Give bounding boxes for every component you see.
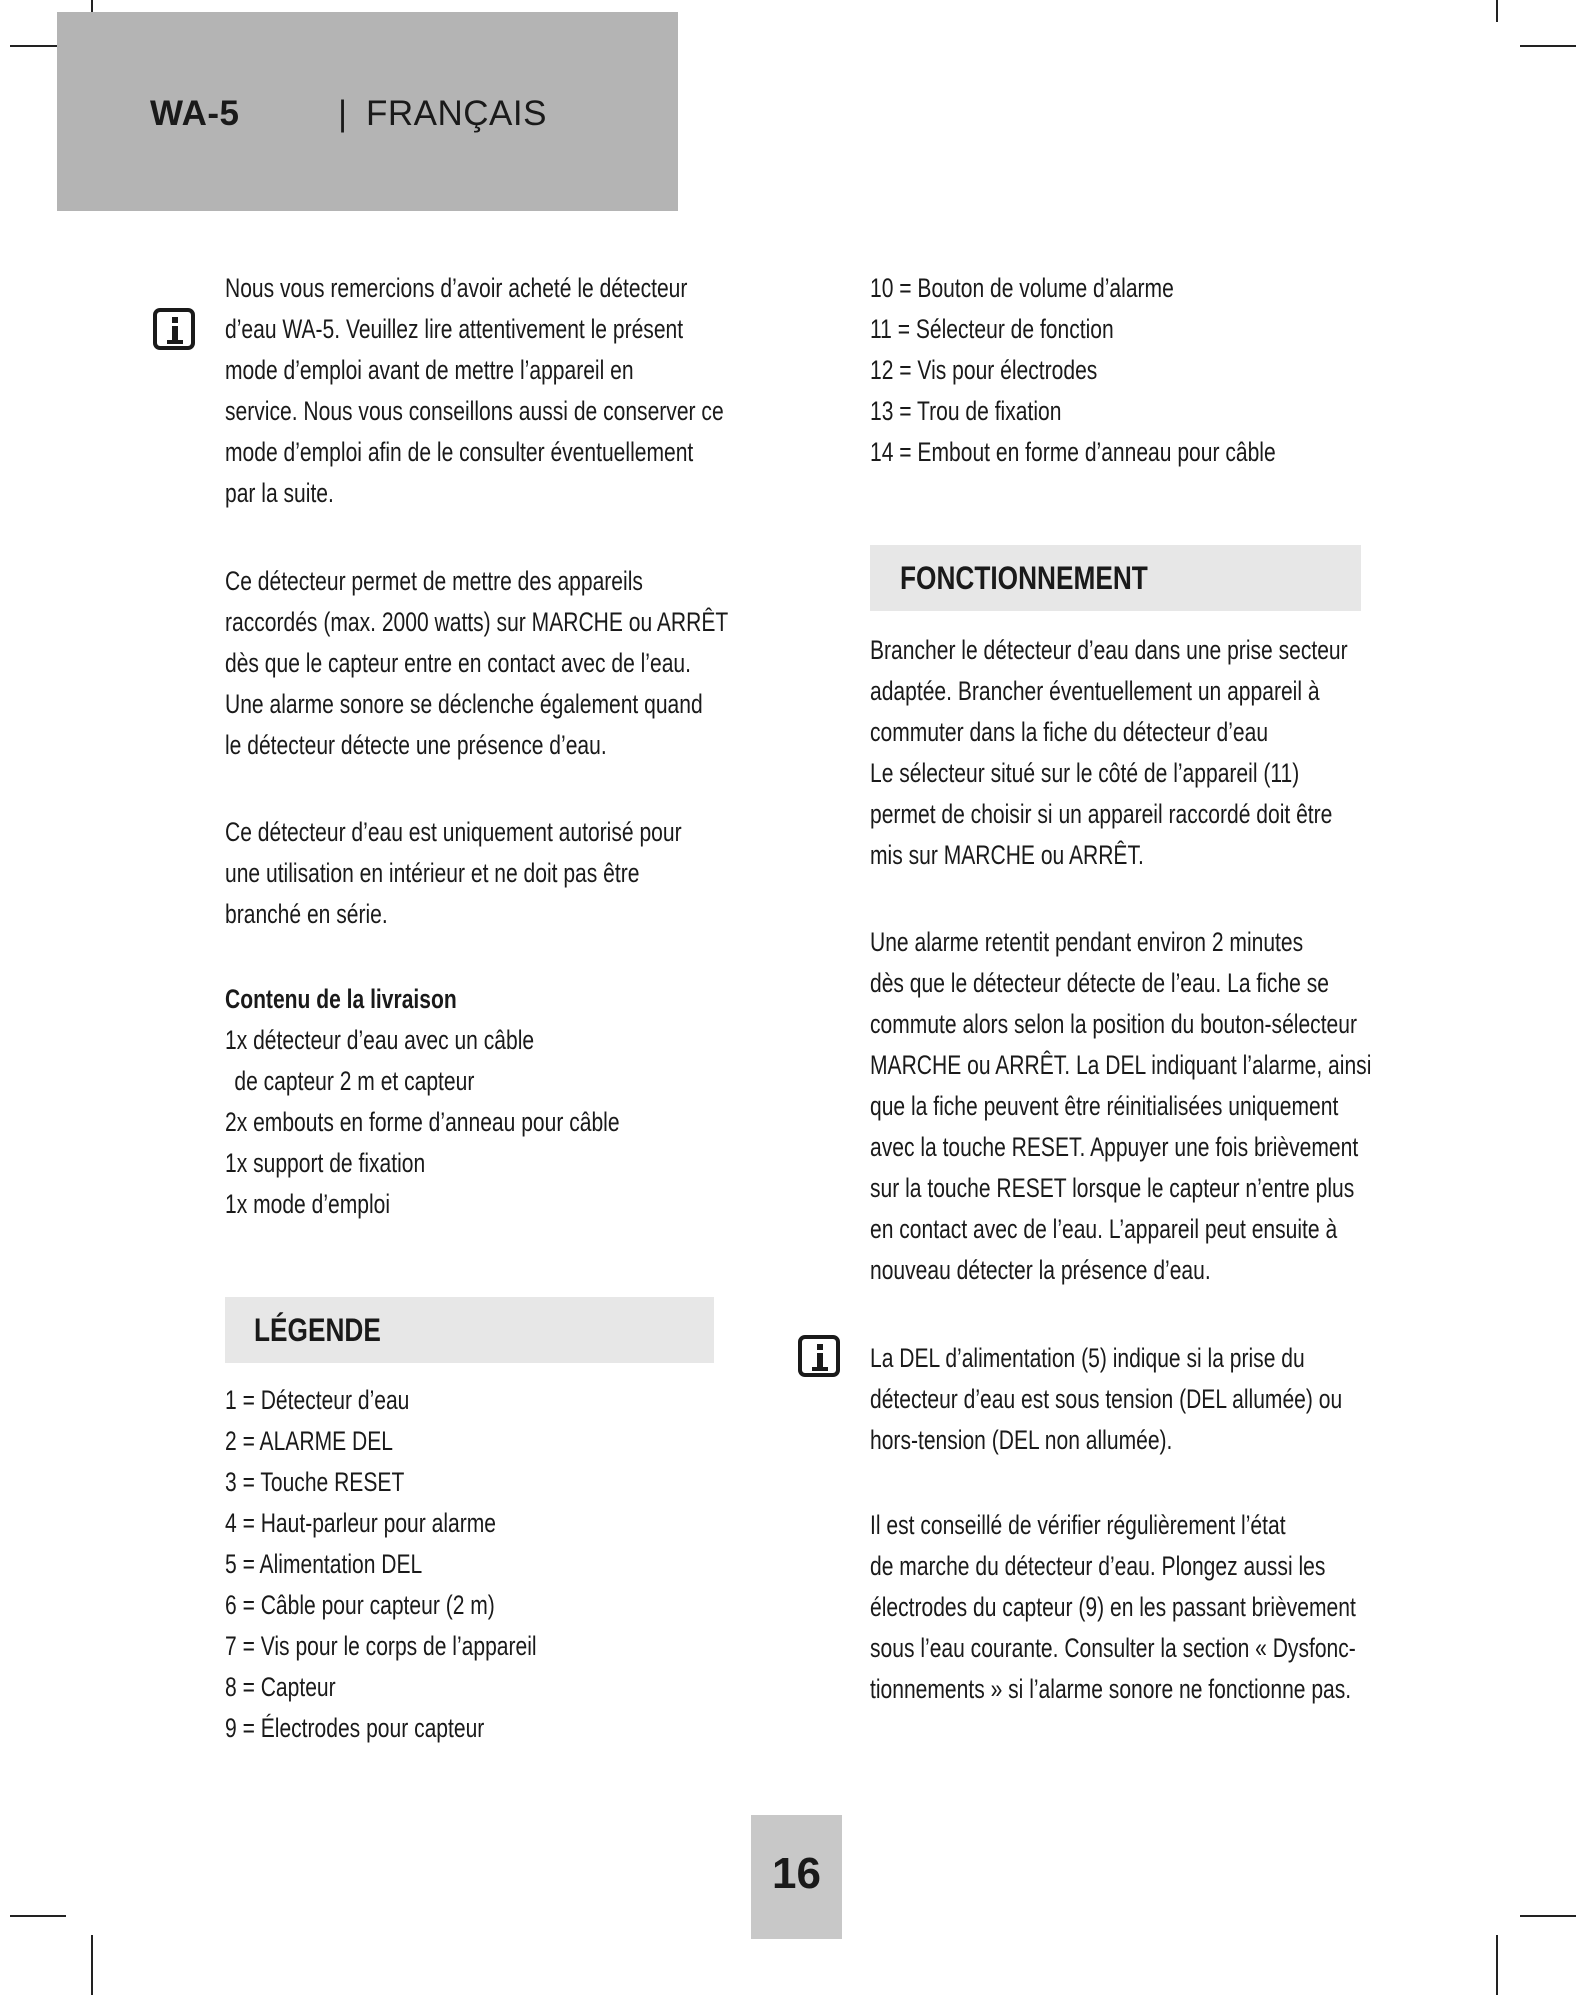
text-line: mis sur MARCHE ou ARRÊT. xyxy=(870,840,1144,870)
text-line: en contact avec de l’eau. L’appareil peut ensuite à xyxy=(870,1214,1338,1244)
text-line: Une alarme retentit pendant environ 2 minutes xyxy=(870,927,1304,957)
power-led-note xyxy=(870,1338,1342,1461)
header-separator: | xyxy=(338,94,348,133)
list-item: 7 = Vis pour le corps de l’appareil xyxy=(225,1631,537,1661)
list-item: 8 = Capteur xyxy=(225,1672,336,1702)
page-number: 16 xyxy=(772,1849,821,1898)
list-item: 11 = Sélecteur de fonction xyxy=(870,314,1114,344)
text-line: commuter dans la fiche du détecteur d’eau xyxy=(870,717,1269,747)
text-line: branché en série. xyxy=(225,899,388,929)
text-line: commute alors selon la position du bouton-sélecteur xyxy=(870,1009,1358,1039)
language-label: FRANÇAIS xyxy=(366,94,547,133)
delivery-title: Contenu de la livraison xyxy=(225,984,457,1014)
text-line: mode d’emploi afin de le consulter éventuellement xyxy=(225,437,694,467)
info-icon xyxy=(798,1335,840,1377)
text-line: électrodes du capteur (9) en les passant brièvement xyxy=(870,1592,1356,1622)
text-line: Ce détecteur permet de mettre des appareils xyxy=(225,566,643,596)
list-item: 3 = Touche RESET xyxy=(225,1467,405,1497)
text-line: dès que le capteur entre en contact avec de l’eau. xyxy=(225,648,691,678)
text-line: raccordés (max. 2000 watts) sur MARCHE ou ARRÊT xyxy=(225,607,729,637)
text-line: que la fiche peuvent être réinitialisées uniquement xyxy=(870,1091,1339,1121)
text-line: La DEL d’alimentation (5) indique si la prise du xyxy=(870,1343,1305,1373)
list-item: 9 = Électrodes pour capteur xyxy=(225,1713,485,1743)
operation-paragraph-1 xyxy=(870,630,1348,876)
text-line: Le sélecteur situé sur le côté de l’appareil (11) xyxy=(870,758,1300,788)
text-line: adaptée. Brancher éventuellement un appareil à xyxy=(870,676,1320,706)
crop-mark xyxy=(1520,45,1576,47)
text-line: hors-tension (DEL non allumée). xyxy=(870,1425,1173,1455)
crop-mark xyxy=(10,1915,66,1917)
legend-list-left xyxy=(225,1380,537,1749)
text-line: par la suite. xyxy=(225,478,334,508)
text-line: sur la touche RESET lorsque le capteur n’entre plus xyxy=(870,1173,1355,1203)
operation-paragraph-2 xyxy=(870,922,1371,1291)
text-line: nouveau détecter la présence d’eau. xyxy=(870,1255,1211,1285)
text-line: Il est conseillé de vérifier régulièrement l’état xyxy=(870,1510,1286,1540)
intro-paragraph xyxy=(225,268,724,514)
text-line: tionnements » si l’alarme sonore ne fonctionne pas. xyxy=(870,1674,1352,1704)
text-line: Brancher le détecteur d’eau dans une prise secteur xyxy=(870,635,1348,665)
text-line: d’eau WA-5. Veuillez lire attentivement le présent xyxy=(225,314,684,344)
text-line: de marche du détecteur d’eau. Plongez aussi les xyxy=(870,1551,1326,1581)
list-item: 5 = Alimentation DEL xyxy=(225,1549,423,1579)
list-item: 4 = Haut-parleur pour alarme xyxy=(225,1508,497,1538)
description-paragraph xyxy=(225,561,728,766)
list-item: 10 = Bouton de volume d’alarme xyxy=(870,273,1174,303)
text-line: MARCHE ou ARRÊT. La DEL indiquant l’alarme, ainsi xyxy=(870,1050,1372,1080)
text-line: détecteur d’eau est sous tension (DEL allumée) ou xyxy=(870,1384,1343,1414)
legend-list-right xyxy=(870,268,1276,473)
crop-mark xyxy=(1496,0,1498,22)
maintenance-paragraph xyxy=(870,1505,1356,1710)
text-line: une utilisation en intérieur et ne doit pas être xyxy=(225,858,640,888)
list-item: 1x détecteur d’eau avec un câble xyxy=(225,1025,535,1055)
list-item: 2x embouts en forme d’anneau pour câble xyxy=(225,1107,620,1137)
list-item: 12 = Vis pour électrodes xyxy=(870,355,1098,385)
list-item: 13 = Trou de fixation xyxy=(870,396,1062,426)
text-line: Une alarme sonore se déclenche également quand xyxy=(225,689,703,719)
legend-title: LÉGENDE xyxy=(254,1312,381,1348)
list-item: 2 = ALARME DEL xyxy=(225,1426,393,1456)
crop-mark xyxy=(1496,1935,1498,1995)
text-line: le détecteur détecte une présence d’eau. xyxy=(225,730,607,760)
list-item: 1x support de fixation xyxy=(225,1148,426,1178)
text-line: permet de choisir si un appareil raccordé doit être xyxy=(870,799,1333,829)
list-item: 6 = Câble pour capteur (2 m) xyxy=(225,1590,495,1620)
model-name: WA-5 xyxy=(150,94,240,133)
info-icon xyxy=(153,308,195,350)
operation-title: FONCTIONNEMENT xyxy=(900,560,1148,596)
usage-paragraph xyxy=(225,812,682,935)
text-line: sous l’eau courante. Consulter la section « Dysfonc- xyxy=(870,1633,1356,1663)
crop-mark xyxy=(91,1935,93,1995)
text-line: mode d’emploi avant de mettre l’appareil en xyxy=(225,355,634,385)
delivery-contents xyxy=(225,979,620,1225)
text-line: avec la touche RESET. Appuyer une fois brièvement xyxy=(870,1132,1359,1162)
list-item: 1x mode d’emploi xyxy=(225,1189,391,1219)
text-line: dès que le détecteur détecte de l’eau. La fiche se xyxy=(870,968,1329,998)
list-item: 14 = Embout en forme d’anneau pour câble xyxy=(870,437,1276,467)
crop-mark xyxy=(1520,1915,1576,1917)
page-number-box xyxy=(751,1815,842,1939)
list-item: 1 = Détecteur d’eau xyxy=(225,1385,410,1415)
text-line: service. Nous vous conseillons aussi de conserver ce xyxy=(225,396,724,426)
text-line: Nous vous remercions d’avoir acheté le détecteur xyxy=(225,273,688,303)
text-line: Ce détecteur d’eau est uniquement autorisé pour xyxy=(225,817,682,847)
list-item: de capteur 2 m et capteur xyxy=(234,1066,475,1096)
